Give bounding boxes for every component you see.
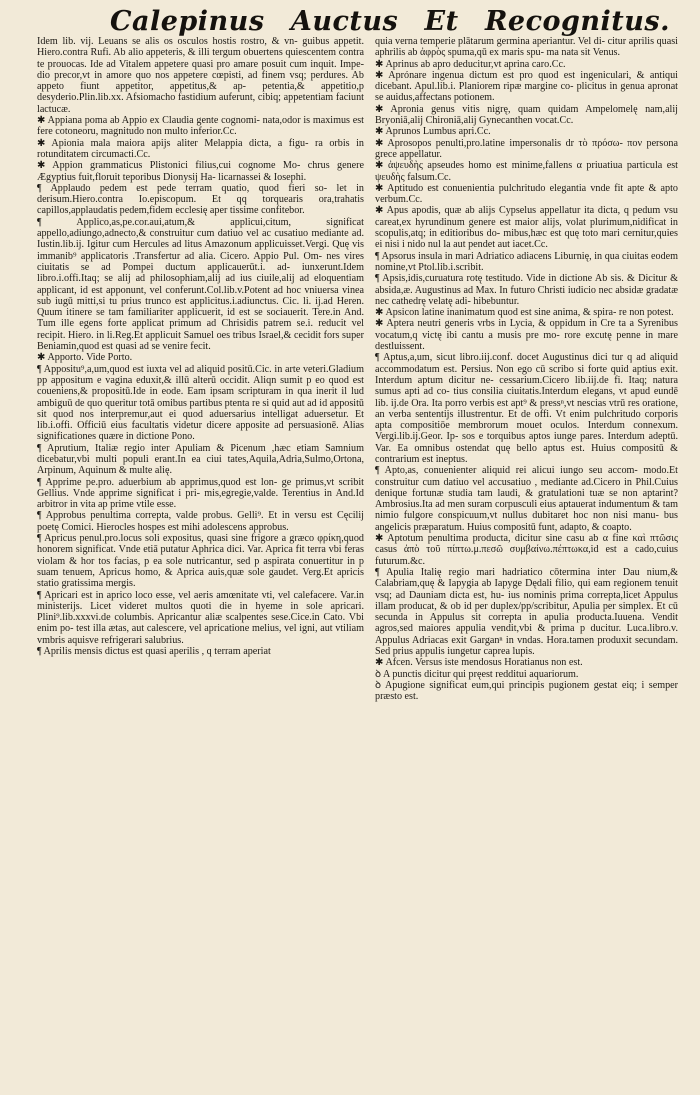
- dictionary-entry: ¶ Apsorus insula in mari Adriatico adiacens Liburnię, in qua ciuitas eodem nomine,vt Ptol.lib.i.scribit.: [375, 250, 678, 273]
- dictionary-entry: ✱ Appiana poma ab Appio ex Claudia gente cognomi- nata,odor is maximus est fere cotoneoru, magnitudo non multo inferior.Cc.: [37, 115, 364, 138]
- dictionary-entry: ꝺ A punctis dicitur qui pręest redditui aquariorum.: [375, 668, 579, 680]
- dictionary-entry: ¶ Apprime pe.pro. aduerbium ab apprimus,quod est lon- ge primus,vt scribit Gellius. Vnde apprime significat i pri- mis,egregie,valde. Terentius in And.Id arbitror in vita ap prime vtile esse.: [37, 476, 364, 511]
- dictionary-entry: ¶ Apto,as, conuenienter aliquid rei alicui iungo seu accom- modo.Et construitur cum datiuo vel accusatiuo , mediante ad.Cicero in Phil.Cuius denique fortunæ studia tam laudi, & gratulationi tuæ se non aptarint? Ambrosius.Ita ad men suram corpusculi eius aptauerat indumentum & tam nimio fulgore conspicuum,vt nullus dubitaret hoc non nisi manu- bus angelicis præparatum. Huius compositū funt, adapto, & coapto.: [375, 465, 678, 533]
- dictionary-entry: ✱ Aptotum penultima producta, dicitur sine casu ab α fine καὶ πτῶσις casus ἀπὸ τοῦ πίπτω.μ.πεσῶ συμβαίνω.πέπτωκα,id est a cado,cuius futurum.&c.: [375, 533, 678, 567]
- dictionary-entry: ✱ Apporto. Vide Porto.: [37, 352, 133, 364]
- dictionary-entry: ✱ Aprónare ingenua dictum est pro quod est ingeniculari, & antiqui dicebant. Apul.lib.i. Planiorem ripæ margine co- plicitus in genua apronat se auidus,affectans potionem.: [375, 69, 678, 104]
- header-word-calepinus: Calepinus: [110, 6, 265, 37]
- dictionary-entry: ¶ Aptus,a,um, sicut libro.iij.conf. docet Augustinus dici tur q ad aliquid accommodatum est. Persius. Non ego cū scribo si forte quid aptius exit. Interdum aptum dicitur ne- cessarium.Cicero lib.iij.de fi. Itaq; natura sumus apti ad co- tius consilia ciuitatis.Interdum elegans, vt apud eundē lib. ij.de Ora. Ita porro verbis est apt⁹ & pressⁿ,vt nescias vtrū res oratione, an verba sententijs illustrentur. Et de offi. Vt enim pulchritudo corporis apta compositiōe membrorum mouet oculos. Interdum connexum. Vergi.lib.ij.Geor. Ip- sos e torquibus aptos iunge pares. Interdum adeptū. Var. Ea omnibus ostendat quę bello aptus est. Huius compositū & contrarium est ineptus.: [375, 352, 678, 465]
- dictionary-entry: ✱ Aptera neutri generis vrbs in Lycia, & oppidum in Cre ta a Syrenibus vocatum,q victę ibi cantu a musis pre mo- rore excutę penne in mare destluissent.: [375, 318, 678, 353]
- dictionary-entry: ✱ Aprinus ab apro deducitur,vt aprina caro.Cc.: [375, 58, 566, 70]
- dictionary-entry: ✱ Appion grammaticus Plistonici filius,cui cognome Mo- chrus genere Ægyptius fuit,floruit teporibus Dionysij Ha- licarnassei & Iosephi.: [37, 160, 364, 183]
- dictionary-entry: ¶ Applico,as,pe.cor.aui,atum,& applicui,citum, significat appello,adiungo,adnecto,& construitur cum datiuo vel ac cusatiuo mediante ad. Iustin.lib.ij. Igitur cum Hercules ad litus Amazonum applicuisset.Vergi. Quę vis immanib⁹ applicatoris .Transfertur ad alia. Cicero. Appio Pul. Om- nes vires ciuitatis se ad Pompei ductum applicauerūt.i. ad- iunxerunt.Idem libro.i.offi.Itaq; se alij ad philosophiam,alij ad ius ciuile,alij ad eloquentiam applicant, id est apponunt, vel conferunt.Col.lib.v.Potent ad hoc vniuersa vinea sub iugū mitti,si tu prius trunco est applicitus.i.adiunctus. Cic. li. ij.ad Heren. Quum itinere se tam familiariter applicuerit, id est se sociauerit. Tere.in And. Tum ille egens forte applicat primum ad Chrisidis patrem se.i. reducit vel recipit. Hiero. in li.Reg.Et applicuit Samuel oes tribus Israel,& cecidit fors super Beniamin,quod est quasi ad se venire fecit.: [37, 216, 364, 353]
- dictionary-entry: ¶ Apricari est in aprico loco esse, vel aeris amœnitate vti, vel calefacere. Var.in ministerijs. Licet videret multos quoti die in hyeme in sole apricari. Plini⁹.lib.xxxvi.de columbis. Apricantur aliæ scalpentes sese.Cice.in Cato. Vbi enim po- test illa ætas, aut calescere, vel apricatione melius, vel igni, aut vtiliam vmbris aquisve refrigerari salubrius.: [37, 589, 364, 646]
- header-word-auctus: Auctus: [290, 6, 399, 37]
- dictionary-entry: ¶ Aprilis mensis dictus est quasi aperilis , q terram aperiat: [37, 646, 271, 658]
- running-header: [110, 6, 670, 40]
- dictionary-entry: ✱ Apionia mala maiora apijs aliter Melappia dicta, a figu- ra orbis in rotunditatem circumacti.Cc.: [37, 137, 364, 160]
- dictionary-entry: ✱ Apsicon latine inanimatum quod est sine anima, & spira- re non potest.: [375, 307, 674, 319]
- dictionary-entry: ¶ Appositu⁹,a,um,quod est iuxta vel ad aliquid positū.Cic. in arte veteri.Gladium pp appositum e vagina eduxit,& illū alterū occidit. Aliqn sumit p eo quod est coueniens,& propositū.Ide in eode. Eam ipsam scripturam in qua inerit il lud ambiguū de quo queritur totā omibus partibus ptenta re si quid aut ad id appositū sit quod nos interpremur,aut ei quod aduersarius intelligat aduersetur. Et lib.i.offi. Officiū eius facultatis videtur dicere apposite ad persuasionē. Alias significationes quære in dictione Pono.: [37, 363, 364, 443]
- dictionary-entry: ✱ ἀψευδὴς apseudes homo est minime,fallens α priuatiua particula est ψευδὴς falsum.Cc.: [375, 160, 678, 183]
- dictionary-entry: ¶ Approbus penultima correpta, valde probus. Gelli⁹. Et in versu est Cęcilij poetę Comici. Hierocles hospes est mihi adolescens approbus.: [37, 510, 364, 533]
- dictionary-entry: ✱ Aprunos Lumbus apri.Cc.: [375, 126, 491, 138]
- dictionary-entry: ¶ Apulia Italię regio mari hadriatico cōtermina inter Dau nium,& Calabriam,quę & Iapygia ab Iapyge Dędali filio, qui eam regionem tenuit vsq; ad Dauniam dicta est, hu- ius nominis prima correpta,licet Appulus illam producat, & ob id per duplex/pp/scribitur, Apulia per simplex. Et cū secunda in Appulus sit correpta in apulia producta.Iuuena. Vendit agros,sed maiores appulia vendit,vbi & prima p ducitur. Luca.libro.v. Appulus Adriacas exit Garganⁿ in vndas. Hora.tamen produxit secundam. Sed prius appulis iungetur caprea lupis.: [375, 566, 678, 658]
- dictionary-entry: Idem lib. vij. Leuans se alis os osculos hostis rostro, & vn- guibus appetit. Hiero.contra Rufi. Ab alio appeteris, & illi tergum obuertens quiescentem contra te prouocas. Ide ad Vitalem appetere quasi pro amare posuit cum inquit. Impe- dio precor,vt in amore quo nos appetere cœpisti, ad finem vsq; perdures. Ab appeto fiunt appetitor, appetitus,& ap- petentia,& appetitio,p desyderio.Plin.lib.xx. Afsiomacho fastidium auferunt, cibiq; appetentiam faciunt lactucæ.: [37, 36, 364, 115]
- dictionary-entry: ✱ Aptitudo est conuenientia pulchritudo elegantia vnde fit apte & apto verbum.Cc.: [375, 182, 678, 206]
- left-column: [37, 36, 364, 657]
- dictionary-entry: ✱ Apus apodis, quæ ab alijs Cypselus appellatur ita dicta, q pedum vsu careat,ex hyrundinum genere est maior alijs, volat plurimum,nidificat in scopulis,atq; in editioribus do- mibus,hæc est quę toto mari cernitur,quies ei nisi i nido nul la aut pendet aut iacet.Cc.: [375, 205, 678, 251]
- dictionary-entry: ¶ Aprutium, Italiæ regio inter Apuliam & Picenum ,hæc etiam Samnium dicebatur,vbi multi populi erant.In ea ciui tates,Aquila,Adria,Sulmo,Ortona, Arpinum, Aquinum & multe alię.: [37, 442, 364, 477]
- dictionary-entry: ✱ Apronia genus vitis nigrę, quam quidam Ampelomelę nam,alij Bryoniā,alij Chironiā,alij Gynecanthen vocat.Cc.: [375, 103, 678, 127]
- header-word-recognitus: Recognitus.: [484, 6, 670, 37]
- dictionary-entry: ¶ Apricus penul.pro.locus soli expositus, quasi sine frigore a græco φρίκη,quod honorem significat. Vnde etiā putatur Aphrica dici. Var. Aprica fit terra vbi feras violam & hor tos facias, p ea sole nutricantur, sed p aspirata conuertitur in p suam tenuem, Apricus homo, & Aprica auis,quæ sole gaudet. Verg.Et apricis statio gratissima mergis.: [37, 533, 364, 590]
- right-column: [375, 36, 678, 703]
- header-word-et: Et: [424, 6, 459, 37]
- dictionary-entry: ¶ Apsis,idis,curuatura rotę testitudo. Vide in dictione Ab sis. & Dicitur & absida,æ. Augustinus ad Max. In futuro Christi iudicio nec absidæ gradatæ nec cathedrę velatę adi- hibebuntur.: [375, 273, 678, 307]
- dictionary-entry: ✱ Afcen. Versus iste mendosus Horatianus non est.: [375, 657, 583, 669]
- dictionary-entry: ¶ Applaudo pedem est pede terram quatio, quod fieri so- let in derisum.Hiero.contra Io.episcopum. Et qq torquearis ora,trahatis capillos,applaudatis pedem,fidem ecclesię aper tissime confitebor.: [37, 182, 364, 217]
- dictionary-entry: ꝺ Apugione significat eum,qui principis pugionem gestat eiq; i semper præsto est.: [375, 679, 678, 703]
- dictionary-entry: quia verna temperie plātarum germina aperiantur. Vel di- citur aprilis quasi aphrilis ab ἀφρὸς spuma,qū ex maris spu- ma nata sit Venus.: [375, 36, 678, 59]
- dictionary-entry: ✱ Aprosopos penulti,pro.latine impersonalis dr τὸ πρόσω- πον persona grece appellatur.: [375, 137, 678, 160]
